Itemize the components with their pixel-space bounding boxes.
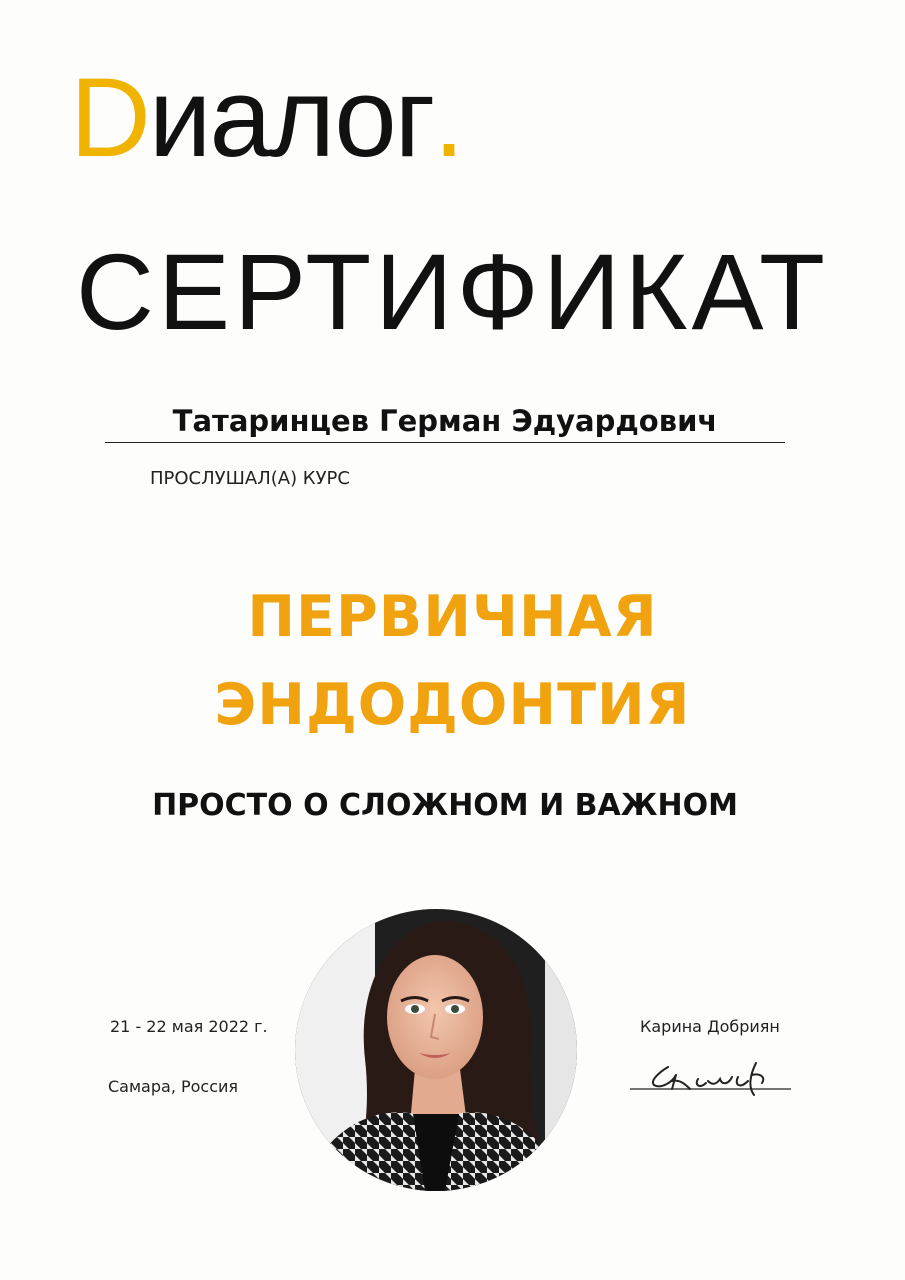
name-underline <box>105 442 785 443</box>
signature-image <box>628 1055 793 1100</box>
course-title-line1: ПЕРВИЧНАЯ <box>247 584 658 650</box>
certificate-title: СЕРТИФИКАТ <box>75 231 830 352</box>
course-location: Самара, Россия <box>108 1077 239 1096</box>
course-date: 21 - 22 мая 2022 г. <box>110 1017 268 1036</box>
course-title-line2: ЭНДОДОНТИЯ <box>214 672 691 738</box>
logo-text: иалог <box>148 55 434 180</box>
portrait-image <box>295 909 577 1191</box>
listened-label: ПРОСЛУШАЛ(А) КУРС <box>150 468 350 489</box>
logo-first-letter: D <box>70 55 149 180</box>
dialog-logo <box>70 55 465 180</box>
logo-dot: . <box>433 55 465 180</box>
lecturer-name: Карина Добриян <box>640 1017 780 1036</box>
recipient-name: Татаринцев Герман Эдуардович <box>172 404 718 438</box>
lecturer-photo <box>295 909 577 1191</box>
course-subtitle: ПРОСТО О СЛОЖНОМ И ВАЖНОМ <box>152 788 738 823</box>
